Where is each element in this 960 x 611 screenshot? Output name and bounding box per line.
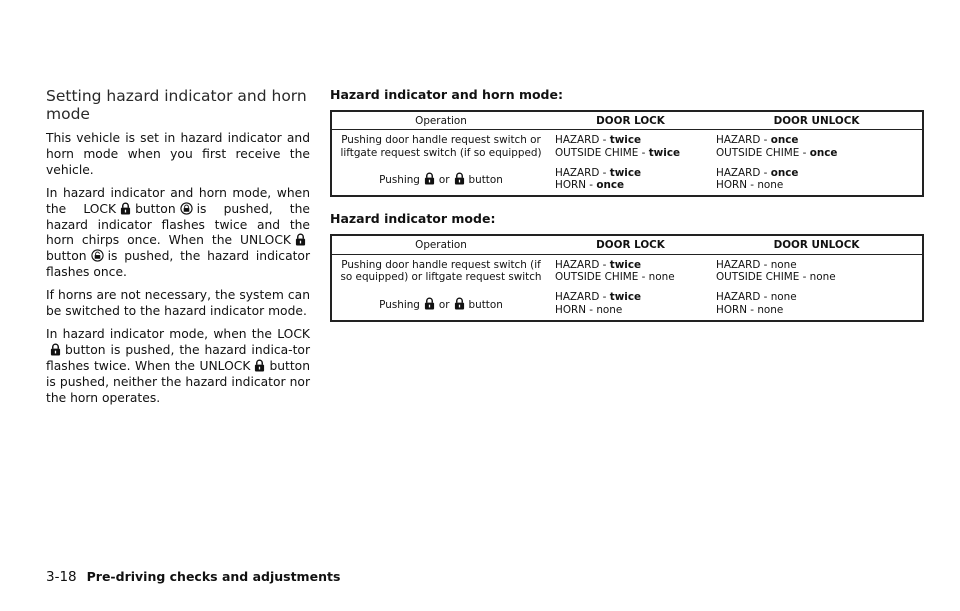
value: twice bbox=[609, 258, 642, 271]
text: OUTSIDE CHIME - none bbox=[716, 271, 836, 284]
operation-cell: Pushing door handle request switch or liftgate request switch (if so equipped) bbox=[340, 134, 542, 159]
value: once bbox=[770, 134, 799, 147]
text: Pushing bbox=[379, 298, 420, 311]
text: or bbox=[438, 298, 450, 311]
value: twice bbox=[609, 134, 642, 147]
door-unlock-cell bbox=[711, 254, 923, 287]
paragraph-switch-mode: If horns are not necessary, the system can be switched to the hazard indicator mode. bbox=[46, 288, 310, 319]
text: OUTSIDE CHIME - none bbox=[555, 271, 675, 284]
text: In hazard indicator and horn mode, when the LOCK bbox=[46, 185, 310, 216]
column-header-door-unlock: DOOR UNLOCK bbox=[711, 235, 923, 254]
text: OUTSIDE CHIME - bbox=[716, 146, 810, 159]
text: button bbox=[468, 298, 503, 311]
text: OUTSIDE CHIME - bbox=[555, 146, 649, 159]
text: HAZARD - bbox=[716, 166, 771, 179]
text: HORN - none bbox=[716, 303, 784, 316]
value: once bbox=[596, 179, 625, 192]
text: is pushed, the hazard indicator flashes once. bbox=[46, 249, 310, 280]
paragraph-intro: This vehicle is set in hazard indicator and horn mode when you first receive the vehicle. bbox=[46, 131, 310, 177]
text: In hazard indicator mode, when the LOCK bbox=[46, 326, 310, 341]
table-heading: Hazard indicator and horn mode: bbox=[330, 87, 563, 102]
column-header-door-lock: DOOR LOCK bbox=[550, 111, 711, 130]
table-header-row bbox=[331, 111, 923, 130]
operation-cell: Pushing door handle request switch (if so equipped) or liftgate request switch bbox=[340, 258, 542, 284]
text: HORN - none bbox=[555, 303, 623, 316]
text: HAZARD - bbox=[555, 291, 610, 304]
unlock-icon bbox=[454, 172, 465, 185]
text: is pushed, the hazard indicator flashes twice and the horn chirps once. When the UNLOCK bbox=[46, 201, 310, 248]
text: button is pushed, the hazard indica-tor flashes twice. When the UNLOCK bbox=[46, 342, 310, 373]
table-row bbox=[331, 287, 923, 321]
unlock-icon bbox=[454, 297, 465, 310]
door-lock-cell bbox=[550, 254, 711, 287]
text: button bbox=[46, 249, 87, 264]
paragraph-hazard-horn-mode bbox=[46, 186, 310, 281]
column-header-operation: Operation bbox=[331, 111, 550, 130]
section-title: Pre-driving checks and adjustments bbox=[86, 569, 341, 584]
door-lock-cell bbox=[550, 287, 711, 321]
column-header-operation: Operation bbox=[331, 235, 550, 254]
hazard-mode-table bbox=[330, 234, 924, 321]
door-unlock-cell bbox=[711, 287, 923, 321]
operation-cell bbox=[331, 163, 550, 197]
column-header-door-lock: DOOR LOCK bbox=[550, 235, 711, 254]
lock-button-icon bbox=[180, 202, 193, 215]
text: HAZARD - bbox=[555, 258, 610, 271]
text: HAZARD - none bbox=[716, 291, 797, 304]
table-row bbox=[331, 163, 923, 197]
text: HAZARD - none bbox=[716, 258, 797, 271]
door-unlock-cell bbox=[711, 163, 923, 197]
lock-icon bbox=[424, 172, 435, 185]
paragraph-hazard-mode bbox=[46, 327, 310, 407]
value: twice bbox=[609, 166, 642, 179]
lock-icon bbox=[50, 343, 61, 356]
lock-icon bbox=[424, 297, 435, 310]
table-heading: Hazard indicator mode: bbox=[330, 211, 496, 227]
text: HAZARD - bbox=[716, 134, 771, 147]
page-footer bbox=[46, 569, 340, 585]
value: once bbox=[809, 146, 838, 159]
left-column bbox=[46, 87, 310, 414]
value: twice bbox=[648, 146, 681, 159]
door-lock-cell bbox=[550, 163, 711, 197]
text: button is pushed, neither the hazard indicator nor the horn operates. bbox=[46, 358, 310, 405]
door-lock-cell bbox=[550, 130, 711, 163]
unlock-icon bbox=[295, 233, 306, 246]
value: once bbox=[770, 166, 799, 179]
section-heading: Setting hazard indicator and horn mode bbox=[46, 87, 307, 123]
door-unlock-cell bbox=[711, 130, 923, 163]
right-column bbox=[330, 87, 926, 336]
lock-icon bbox=[120, 202, 131, 215]
table-row bbox=[331, 130, 923, 163]
text: HORN - bbox=[555, 179, 597, 192]
text: HAZARD - bbox=[555, 166, 610, 179]
table-header-row bbox=[331, 235, 923, 254]
hazard-horn-mode-table bbox=[330, 110, 924, 197]
text: Pushing bbox=[379, 174, 420, 187]
table-row bbox=[331, 254, 923, 287]
operation-cell bbox=[331, 287, 550, 321]
unlock-button-icon bbox=[91, 249, 104, 262]
text: or bbox=[438, 174, 450, 187]
value: twice bbox=[609, 291, 642, 304]
column-header-door-unlock: DOOR UNLOCK bbox=[711, 111, 923, 130]
text: HORN - none bbox=[716, 179, 784, 192]
unlock-icon bbox=[254, 359, 265, 372]
text: button bbox=[468, 174, 503, 187]
text: HAZARD - bbox=[555, 134, 610, 147]
page-number: 3-18 bbox=[46, 569, 77, 585]
text: button bbox=[135, 201, 176, 216]
